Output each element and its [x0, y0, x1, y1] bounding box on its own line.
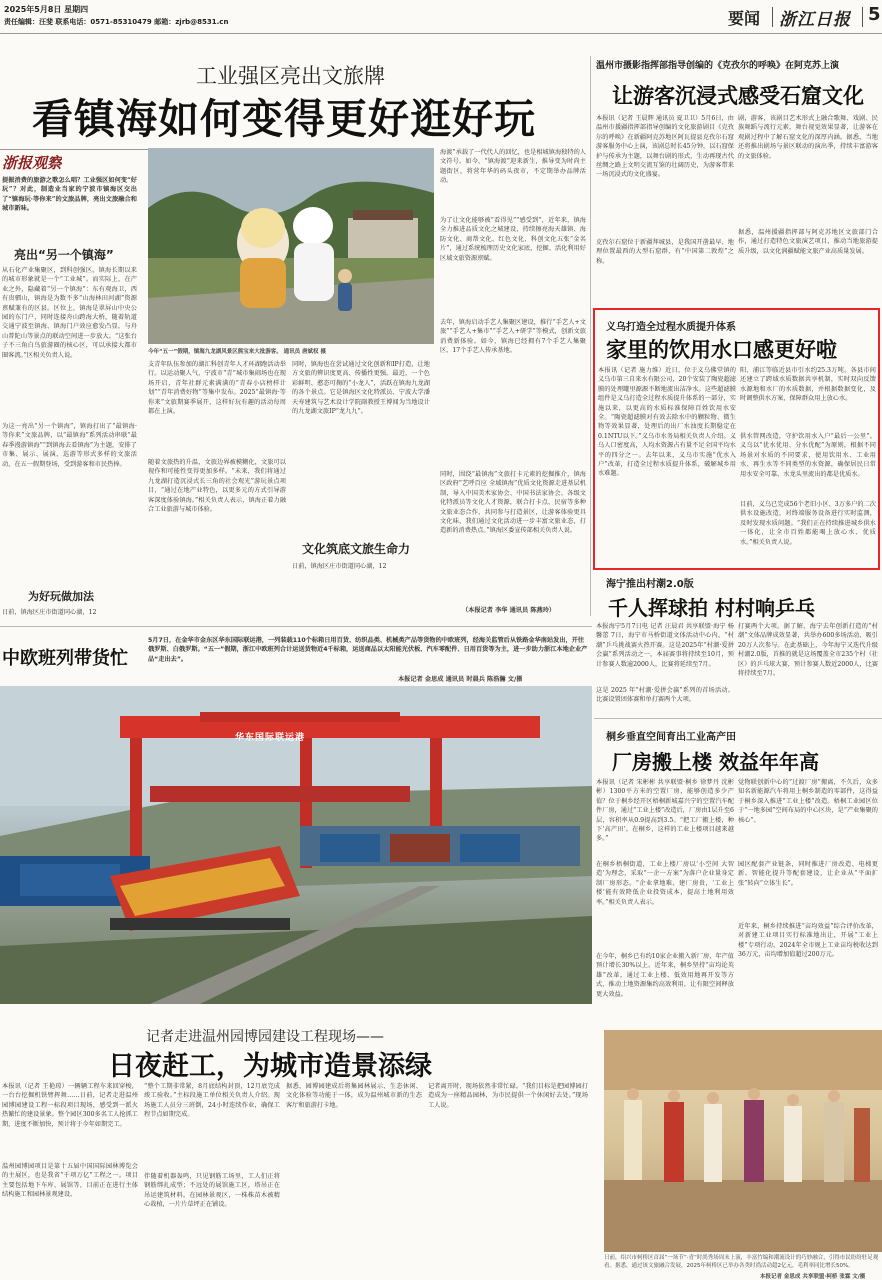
lead-byline: （本报记者 李华 通讯员 陈燕玲）: [462, 607, 556, 614]
tongxiang-kicker: 桐乡垂直空间育出工业高产田: [606, 732, 736, 743]
lead-photo-caption: 今年“五一”假期，镇海九龙湖风景区熊宝来大批游客。 通讯员 唐斌权 摄: [148, 349, 326, 355]
header-divider: [772, 7, 773, 27]
yiwu-kicker: 义乌打造全过程水质提升体系: [606, 322, 736, 333]
wenzhou-body-right-2: 据悉，温州援疆指挥部与阿克苏地区文旅部门合作，通过打造特色文旅演艺项目，推动当地旅游提质升级，以文化润疆赋能文旅产业高质量发展。: [738, 229, 878, 255]
tongxiang-body-left: 本报讯（记者 宋彬彬 共享联盟·桐乡 徐梦丹 沈彬彬）1300平方米的空置厂房，能够创造多少产值？位于桐乡经开区梧桐新城嘉兴宁的空置汽车配件厂房，通过“工业上楼”改造后，厂房由1层升至6层，容积率从0.9提高到3.5。“把工厂搬上楼，种下‘高产田’。在桐乡，这样的工业上楼项目越来越多。”: [596, 779, 734, 843]
divider-h-right-1: [594, 718, 882, 719]
lead-headline: 看镇海如何变得更好逛好玩: [32, 95, 536, 143]
lead-subhead-3: 文化筑底文旅生命力: [302, 542, 411, 556]
railway-headline: 中欧班列带货忙: [2, 648, 128, 669]
site-body-6: 记者离开时，现场依然非常忙碌。“我们目标是把园博园打造成为一座精品园林，为市民提供一个休闲好去处。”现场工人说。: [428, 1083, 588, 1109]
fashion-photo: [604, 1030, 882, 1252]
paper-name: 浙江日报: [779, 10, 851, 30]
lead-body-2: 为这一亮出“另一个镇海”，镇海打出了“最镇海·等你来”文旅品牌，以“最镇海”系列活动串联“最春季漫游镇海”“到镇海去看镇海”为主题，安排了市集、展示、展演、巡游等形式多样的文旅活动，在五一假期登场，受到游客和市民热捧。: [2, 423, 137, 468]
lead-far-col-3: 去年，镇海启动手艺人集聚区建设，推行“手艺人+文旅”“手艺人+集市”“手艺人+研学”等模式，创新文旅消费新体验。如今，镇海已经拥有7个手艺人集聚区、17个手艺人传承基地。: [440, 319, 586, 355]
railway-credit: 本报记者 金思成 通讯员 时晨兵 陈浩瀚 文/摄: [398, 676, 523, 683]
yiwu-body-right-3: 目前，义乌已完成56个老旧小区、3万多户的二次供水设施改造，对终端服务设备进行实时监测，及时发现水质问题。“我们正在持续推进城乡供水一体化，让全市百姓都能喝上放心水、优质水。”相关负责人说。: [740, 501, 876, 546]
yiwu-body-left: 本报讯（记者 施力维）近日，位于义乌佛堂镇的义乌市第三自来水有限公司，20个安装了陶瓷超滤膜的处理罐里源源不断地流出洁净水。这些超滤膜组件是义乌打造全过程水质提升体系的一部分，实施以来，以更高的水质标准保障百姓饮用水安全。“陶瓷超滤膜对有效去除水中的颗粒物、微生物等效果显著，处理后的出厂水浊度长期稳定在0.1NTU以下。”义乌市水务局相关负责人介绍。义乌人口密度高，人均水资源占有量不足全国平均水平的四分之一。去年以来，义乌市实施“优水入户”改革，打造全过程水质提升体系，破解城乡用水难题。: [598, 367, 736, 478]
header-divider-2: [862, 7, 863, 27]
tongxiang-body-right-2: 园区配套产业链条，同时推进厂房改造、电梯更新、智能化提升等配套建设，让企业从“平面扩张”转向“立体生长”。: [738, 861, 878, 887]
tongxiang-body-right: 觉物联创新中心的“过渡厂房”搬离，不久后，众多知名新能源汽车将用上桐乡制造的零部件，这得益于桐乡深入推进“工业上楼”改造。梧桐工业园区位于“一地多园”空间布局的中心区块，是“产业集聚的核心”。: [738, 779, 878, 824]
fashion-credit: 本报记者 金思成 共享联盟·柯桥 张霖 文/摄: [760, 1274, 866, 1280]
site-headline: 日夜赶工，为城市造景添绿: [108, 1051, 432, 1082]
column-tag-accent: [0, 149, 148, 150]
column-tag-label: 浙报观察: [2, 154, 63, 170]
lead-intro: 提振消费的旅游之歌怎么唱？工业强区如何变“好玩”？对此，制造业当家的宁波市镇海区交出了“镇海玩·等你来”的文旅品牌，亮出文旅融合和城市新味。: [2, 177, 137, 213]
railway-photo: [0, 686, 592, 1004]
railway-intro: 5月7日，在金华市金东区华东国际联运港，一列装载110个标箱日用百货、纺织品类、机械类产品等货物的中欧班列，经海关监管后从铁路金华南站发出，开往俄罗斯、白俄罗斯。“五一”假期，浙江中欧班列合计运送货物近4千标箱，运送商品以太阳能光伏板、汽车零配件、日用百货等为主，进一步助力浙江本地企业产品“走出去”。: [148, 637, 588, 663]
yiwu-body-right: 阳、浦江等临近县市引水约25.3万吨。各县市间还建立了跨域水质数据共享机制，实时双向反馈水源地和水厂的水质数据，并根据数据变化，及时调整供水方案，保障群众用上放心水。: [740, 367, 876, 403]
tongxiang-body-left-3: 在今年，桐乡已有约10家企业搬入新厂房，年产值预计增长30%以上。近年来，桐乡坚持“亩均论英雄”改革，通过工业上楼、低效用地再开发等方式，推动土地资源集约高效利用，让有限空间释放更大效益。: [596, 953, 734, 998]
editor-line: 责任编辑：汪斐 联系电话：0571-85310479 邮箱：zjrb@8531.cn: [4, 18, 229, 26]
wenzhou-body-right: 剧，游客，该剧目艺术形式上融合歌舞、戏剧、民族舞蹈与流行元素，舞台视觉效果显著，让游客在观剧过程中了解石窟文化的深厚内涵。据悉，当地还将推出剧场与景区联动的演出季，持续丰富游客的文旅体验。: [738, 115, 878, 160]
column-tag: [0, 146, 148, 170]
lead-right-col-2: 日前，镇海区庄市街道同心湖，12: [292, 563, 387, 570]
tongxiang-body-right-3: 近年来，桐乡持续推进“亩均效益”综合评价改革，对新建工业项目实行标准地出让，开展“工业上楼”专项行动，2024年全市规上工业亩均税收达到36万元，亩均增加值超过200万元。: [738, 923, 878, 959]
site-body-1: 本报讯（记者 王艳琼）一辆辆工程车来回穿梭，一台台挖掘机铁臂挥舞……日前，记者走进温州园博园建设工程一标段项目现场，感受到一派火热繁忙的建设景象。整个园区300多名工人抢抓工期，进度不断加快，预计将于今年如期完工。: [2, 1083, 138, 1128]
lead-body-1: 从石化产业集聚区，到科创强区，镇海长期以来的城市形象就是一个“工业城”。而实际上，在产业之外，隐藏着“另一个镇海”：东有观海卫，西有贵驷山，镇海是为数不多“山海林田河湖”资源禀赋兼有的区县。区位上，镇海是翠屏山中央公园的东门户，同时连接舟山跨海大桥，随着轨道交通宁波至镇海、镇海门户效应愈发凸显，与舟山普陀山等景点的联动空间进一步放大。“这张台子不三角白鸟旅游圈的核心区，可以承接大都市圈客流。”区相关负责人说。: [2, 267, 137, 359]
lead-subhead-2: 为好玩做加法: [28, 590, 94, 603]
site-kicker: 记者走进温州园博园建设工程现场——: [146, 1029, 384, 1045]
haining-body-left: 本报海宁5月7日电 记者 汪晨君 共享联盟·海宁 杨馨蕾 7日，海宁市马桥街道文体活动中心内，“村潮”乒乓挑战赛火热开赛。这是2025年“村潮·爱拼会赢”系列活动之一，本届赛事将持续至10月，预计参赛人数逾2000人，比赛将延续至7月。: [596, 623, 734, 668]
wenzhou-body-left-2: 克孜尔石窟位于新疆拜城县，是我国开凿最早、地理位置最西的大型石窟群，有“中国第二敦煌”之称。: [596, 239, 734, 265]
site-body-5: 据悉，园博园建成后将集园林展示、生态休闲、文化体验等功能于一体，成为温州城市新的生态客厅和旅游打卡地。: [286, 1083, 422, 1109]
lead-far-col-4: 同时，围绕“最镇海”文旅打卡元素的挖掘推介，镇海区政府“艺呼百应 全域镇海”优质文化资源走进基层机制，导入中国美术家协会、中国书法家协会、各级文化特派员等文化人才资源，联合打卡点、民宿等多种文旅业态合作，共同参与打造景区，让游客体验更具文化味，我们通过文化活动进一步丰富文旅业态，打造新的消费热点。”镇海区委宣传部相关负责人说。: [440, 471, 586, 535]
site-body-3: “整个工期非常紧，8月底结构封顶，12月底完成竣工验收。”主标段施工单位相关负责人介绍。现场施工人员分三班倒，24小时连续作业，确保工程节点如期完成。: [144, 1083, 280, 1119]
railway-sign-text: 华东国际联运港: [235, 733, 306, 743]
tongxiang-body-left-2: 在桐乡梧桐街道，工业上楼厂房以‘小空间 大智造’为理念，采取“一企一方案”为落户企业量身定制厂房形态。“企业拿地难、建厂房贵，‘工业上楼’能有效降低企业投资成本，提高土地利用效率。”相关负责人表示。: [596, 861, 734, 906]
page-number: 5: [868, 4, 881, 25]
lead-kicker: 工业强区亮出文旅牌: [196, 64, 385, 88]
lead-far-col-1: 海渡”承载了一代代人的回忆，也是相城镇海独特的人文符号。如今，“镇海渡”迎来新生，推导变为时尚主题街区，将营年华的码头夜市，不定期举办品牌活动。: [440, 149, 586, 185]
wenzhou-headline: 让游客沉浸式感受石窟文化: [612, 84, 864, 108]
wenzhou-kicker: 温州市摄影指挥部指导创编的《克孜尔的呼唤》在阿克苏上演: [596, 61, 840, 71]
lead-mid-col-2: 随着文旅热的升温，文旅边界被模糊化，文旅可以视作和可能性变得更加多样。“未来，我们将通过九龙湖打造沉浸式长三角的社会观光”游玩景点项目，“通过在地产业特色，以更多元的方式引导游客深度体验镇海。”相关负责人表示，镇海正着力融合工业旅游与城市体验。: [148, 459, 286, 514]
divider-v-main: [590, 56, 591, 616]
lead-body-3: 日前，镇海区庄市街道同心湖，12: [2, 609, 97, 616]
site-body-2: 温州园博园项目是第十五届中国国际园林博览会的主展区，也是我省“千项万亿”工程之一。项目主要包括地下车库、展馆等，目前正在进行主体结构施工和园林景观建设。: [2, 1163, 138, 1199]
lead-photo: [148, 148, 434, 344]
yiwu-body-right-2: 供水管网改造，守护饮用水入户“最后一公里”。义乌以“优水优用、分水优配”为原则，根据不同场景对水质的不同要求，使用饮用水、工业用水、再生水等不同类型的水资源，确保居民日常用水安全可靠，水龙头里流出的都是优质水。: [740, 433, 876, 478]
masthead-bar: [0, 0, 882, 34]
lead-subhead-1: 亮出“另一个镇海”: [14, 248, 114, 262]
site-body-4: 伴随着机器轰鸣，只见钢筋工场里，工人们正将钢筋绑扎成型；不远处的展馆施工区，塔吊正在吊运建筑材料。在园林景观区，一株株苗木被精心栽植，一片片草坪正在铺设。: [144, 1173, 280, 1209]
haining-kicker: 海宁推出村潮2.0版: [606, 579, 694, 590]
fashion-caption: 日前，绍兴市柯桥区首届“一场节”·青“时尚秀场周末上演，丰富竹编和潮流设计的巧妙融合，引得市民纷纷驻足观看。据悉，通过该文旅融合发展，2025年柯桥区已举办各类时尚活动超2亿元，毛利率同比增长50%。: [604, 1255, 879, 1269]
haining-body-left-2: 这是 2025 年“村潮·爱拼会赢”系列的首场活动。比赛设置团体赛和单打赛两个大项。: [596, 687, 734, 704]
divider-h-mid: [0, 626, 592, 627]
date-line: 2025年5月8日 星期四: [4, 5, 89, 14]
lead-mid-col-1: 支青年队伍参加的湖汇科创青年人才环湖跑活动举行。以运动聚人气，宁波市“青”城市集闹场也在现场开启，青年社群元素满满的“青春小店榜样计划”“青年消费好物”等集中发布。2025“最镇海·等你来”文旅期赛季展开，这样好玩有趣的活动每周都在上演。: [148, 361, 286, 416]
lead-photo-illustration: [148, 148, 434, 344]
fashion-photo-illustration: [604, 1030, 882, 1252]
section-label: 要闻: [728, 9, 761, 28]
haining-body-right: 打赛两个大项。据了解，海宁去年创新打造的“村潮”文体品牌成效显著，共举办600多场活动，吸引20万人次参与。在此基础上，今年海宁又迭代升级村潮2.0版，首推的就是这场覆盖全市235个村（社区）的乒乓球大赛，预计参赛人数近2000人，比赛将持续至7月。: [738, 623, 878, 678]
lead-far-col-2: 为了让文化能够被“看得见”“感受到”，近年来，镇海全力推进品质文化之城建设，持续擦亮海天雄镇、海防文化、商帮文化、红色文化、科创文化五张“金名片”，通过系统梳理历史文化家底，挖掘、活化利用好区域文旅资源禀赋。: [440, 217, 586, 262]
tongxiang-headline: 厂房搬上楼 效益年年高: [612, 750, 819, 774]
haining-headline: 千人挥球拍 村村响乒乓: [608, 596, 815, 620]
lead-right-col-1: 同时，镇海也在尝试通过文化创新和IP打造，让地方文旅的辨识度更高、传播性更强。最近，一个色彩鲜明、憨态可掬的“小龙人”，活跃在镇海九龙湖的各个景点。它是镇海区文化特派员、宁波大学潘天寿建筑与艺术设计学院副教授王博闻为当地设计的九龙湖文旅IP“龙九九”。: [292, 361, 430, 416]
wenzhou-body-left: 本报讯（记者 王晨辉 通讯员 夏卫卫）5月6日，由温州市援疆指挥部指导创编的文化旅游剧目《克孜尔的呼唤》在新疆阿克苏地区阿瓦提县克孜尔石窟游客服务中心上演，该剧总时长45分钟，以石窟保护与传承为主题，以舞台剧的形式，生动再现古代丝绸之路上文明交流互鉴的壮阔历史，为游客带来一场沉浸式的文化盛宴。: [596, 115, 734, 179]
yiwu-headline: 家里的饮用水口感更好啦: [606, 338, 837, 362]
